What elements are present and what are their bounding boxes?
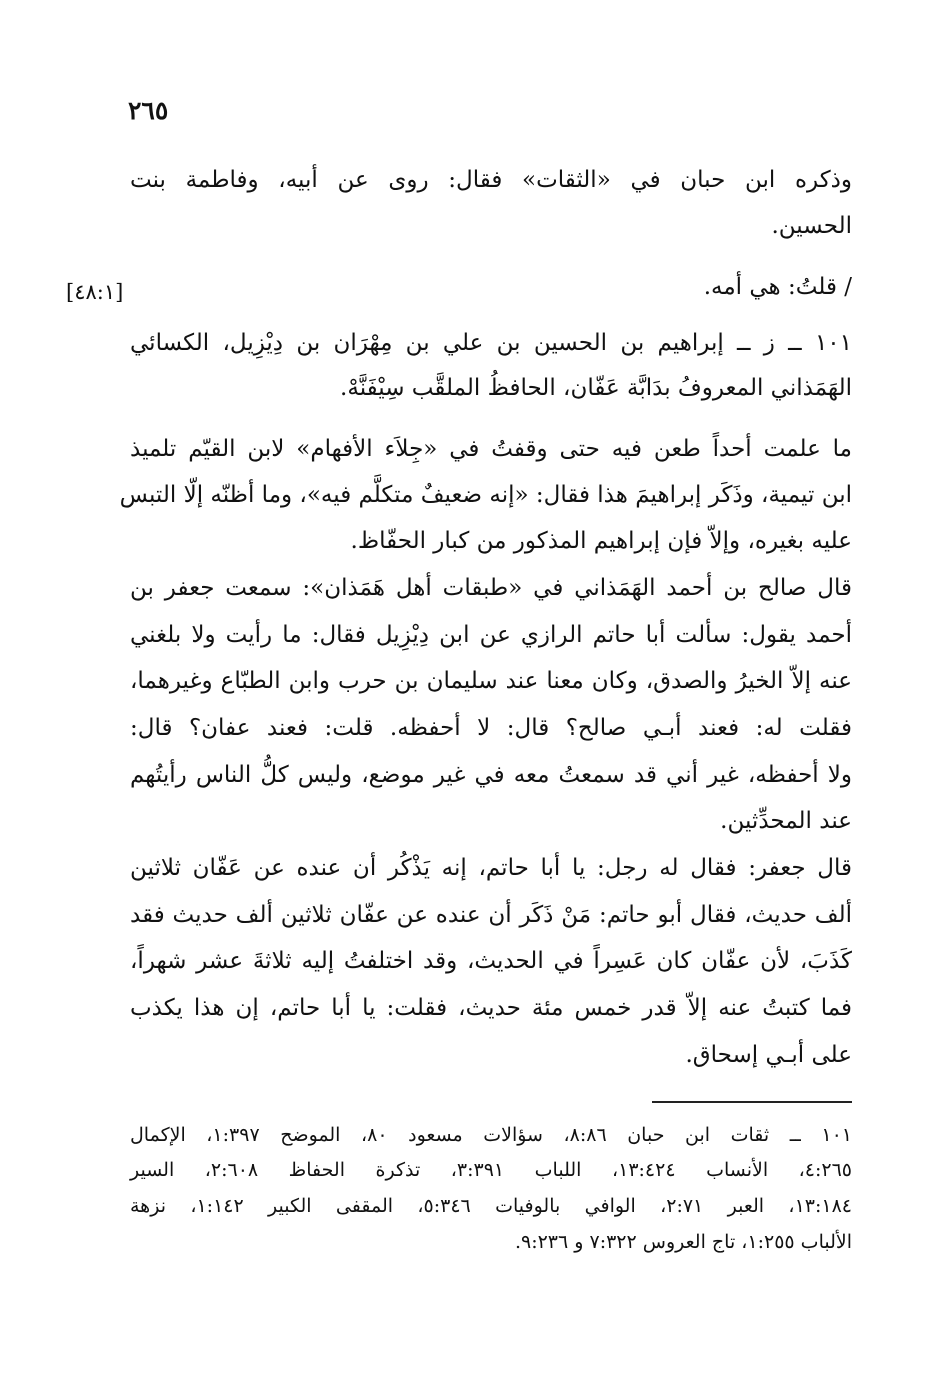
footnote-separator (652, 1101, 852, 1103)
text-line: ألف حديث، فقال أبو حاتم: مَنْ ذَكَر أن عنده عن عفّان ثلاثين ألف حديث فقد (130, 902, 852, 928)
text-line: على أبـي إسحاق. (685, 1042, 852, 1068)
text-line: الهَمَذاني المعروفُ بدَابَّة عَفّان، الحافظُ الملقَّب سِيْفَنَّهْ. (340, 375, 852, 401)
footnote-line: ١٣:١٨٤، العبر ٢:٧١، الوافي بالوفيات ٥:٣٤٦، المقفى الكبير ١:١٤٢، نزهة (130, 1195, 852, 1217)
text-line: ١٠١ ــ ز ــ إبراهيم بن الحسين بن علي بن مِهْرَان بن دِيْزِيل، الكسائي (130, 330, 852, 356)
text-line: فقلت له: فعند أبـي صالح؟ قال: لا أحفظه. قلت: فعند عفان؟ قال: (130, 715, 852, 741)
footnote-line: الألباب ١:٢٥٥، تاج العروس ٧:٣٢٢ و ٩:٢٣٦. (514, 1231, 852, 1253)
text-line: فما كتبتُ عنه إلاّ قدر خمس مئة حديث، فقلت: يا أبا حاتم، إن هذا يكذب (130, 995, 852, 1021)
text-line: كَذَبَ، لأن عفّان كان عَسِراً في الحديث، وقد اختلفتُ إليه ثلاثةَ عشر شهراً، (130, 948, 852, 974)
text-line: / قلتُ: هي أمه. (703, 274, 852, 300)
text-line: الحسين. (771, 213, 852, 239)
text-line: وذكره ابن حبان في «الثقات» فقال: روى عن أبيه، وفاطمة بنت (130, 167, 852, 193)
text-line: قال جعفر: فقال له رجل: يا أبا حاتم، إنه يَذْكُر أن عنده عن عَفّان ثلاثين (130, 855, 852, 881)
footnote-line: ١٠١ ــ ثقات ابن حبان ٨:٨٦، سؤالات مسعود ٨٠، الموضح ١:٣٩٧، الإكمال (130, 1124, 852, 1146)
text-line: قال صالح بن أحمد الهَمَذاني في «طبقات أهل هَمَذان»: سمعت جعفر بن (130, 575, 852, 601)
text-line: أحمد يقول: سألت أبا حاتم الرازي عن ابن دِيْزِيل فقال: ما رأيت ولا بلغني (130, 622, 852, 648)
text-line: عند المحدِّثين. (720, 808, 852, 834)
text-line: ابن تيمية، وذَكَر إبراهيمَ هذا فقال: «إنه ضعيفٌ متكلَّم فيه»، وما أظنّه إلّا التبس (119, 482, 852, 508)
text-line: ولا أحفظه، غير أني قد سمعتُ معه في غير موضع، وليس كلُّ الناس رأيتُهم (130, 762, 852, 788)
text-line: عنه إلاّ الخيرُ والصدق، وكان معنا عند سليمان بن حرب وابن الطبّاع وغيرهما، (130, 668, 852, 694)
page-number: ٢٦٥ (128, 96, 169, 125)
text-line: ما علمت أحداً طعن فيه حتى وقفتُ في «جِلاَء الأفهام» لابن القيّم تلميذ (130, 436, 852, 462)
text-line: عليه بغيره، وإلاّ فإن إبراهيم المذكور من كبار الحفّاظ. (350, 528, 852, 554)
footnote-line: ٤:٢٦٥، الأنساب ١٣:٤٢٤، اللباب ٣:٣٩١، تذكرة الحفاظ ٢:٦٠٨، السير (130, 1159, 852, 1181)
margin-reference: [٤٨:١] (66, 280, 124, 304)
